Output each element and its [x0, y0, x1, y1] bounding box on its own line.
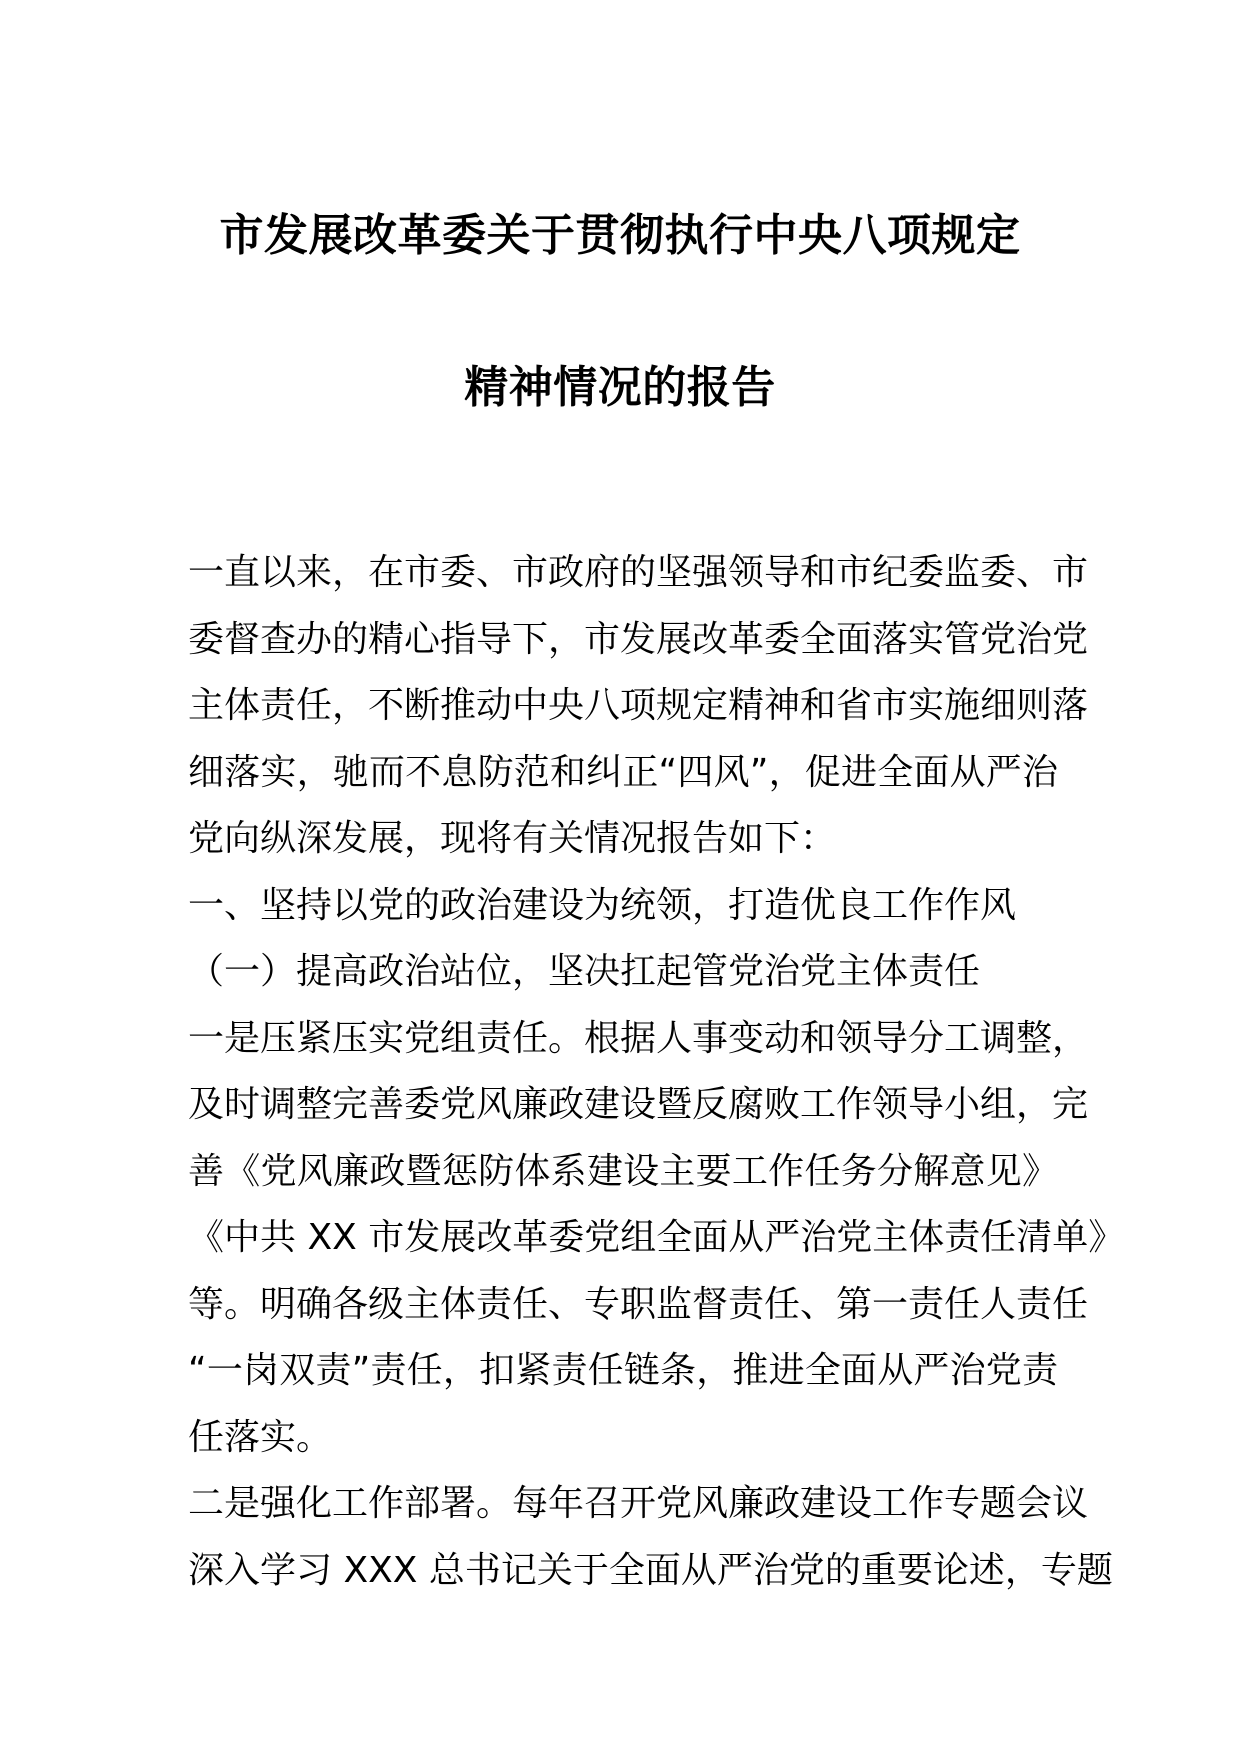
body-line: 一直以来，在市委、市政府的坚强领导和市纪委监委、市 — [188, 552, 1089, 593]
body-line: 二是强化工作部署。每年召开党风廉政建设工作专题会议 — [188, 1483, 1089, 1524]
document-body — [188, 540, 1125, 1604]
body-line: 及时调整完善委党风廉政建设暨反腐败工作领导小组，完 — [188, 1084, 1089, 1125]
document-title-line-1: 市发展改革委关于贯彻执行中央八项规定 — [219, 210, 1021, 261]
body-line: 一是压紧压实党组责任。根据人事变动和领导分工调整， — [188, 1017, 1089, 1059]
body-line: 党向纵深发展，现将有关情况报告如下： — [188, 818, 837, 859]
body-line: （一）提高政治站位，坚决扛起管党治党主体责任 — [188, 951, 981, 992]
body-line: “一岗双责”责任，扣紧责任链条，推进全面从严治党责 — [188, 1350, 1058, 1391]
body-line: 善《党风廉政暨惩防体系建设主要工作任务分解意见》 — [188, 1150, 1058, 1192]
document-title-line-2: 精神情况的报告 — [464, 362, 776, 413]
body-line: 主体责任，不断推动中央八项规定精神和省市实施细则落 — [188, 685, 1089, 726]
body-line: 任落实。 — [188, 1416, 333, 1458]
body-line: 细落实，驰而不息防范和纠正“四风”，促进全面从严治 — [188, 751, 1058, 793]
body-line: 《中共 XX 市发展改革委党组全面从严治党主体责任清单》 — [188, 1217, 1125, 1258]
body-line: 一、坚持以党的政治建设为统领，打造优良工作作风 — [188, 884, 1017, 926]
body-line: 委督查办的精心指导下，市发展改革委全面落实管党治党 — [188, 618, 1089, 660]
body-line: 深入学习 XXX 总书记关于全面从严治党的重要论述，专题 — [188, 1549, 1113, 1591]
body-line: 等。明确各级主体责任、专职监督责任、第一责任人责任 — [188, 1283, 1089, 1325]
